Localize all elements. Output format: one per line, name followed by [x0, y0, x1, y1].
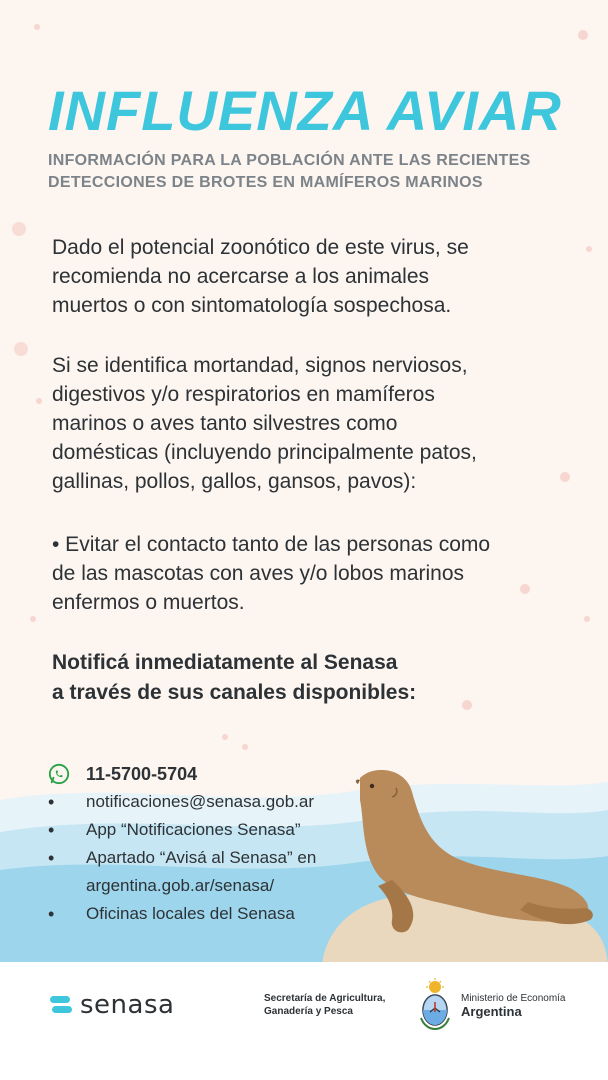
text-line: Si se identifica mortandad, signos nerviosos, [52, 354, 468, 377]
app-channel: App “Notificaciones Senasa” [86, 820, 301, 839]
list-item [48, 788, 388, 816]
phone-number[interactable]: 11-5700-5704 [86, 764, 198, 784]
text-line: enfermos o muertos. [52, 591, 245, 614]
text-line: Ganadería y Pesca [264, 1006, 353, 1017]
avoid-contact-paragraph [52, 530, 572, 617]
text-line: a través de sus canales disponibles: [52, 681, 417, 704]
text-line: de las mascotas con aves y/o lobos marinos [52, 562, 465, 585]
phone-channel[interactable] [48, 760, 388, 788]
list-item [48, 816, 388, 844]
page-subtitle [48, 150, 588, 194]
subtitle-line: INFORMACIÓN PARA LA POBLACIÓN ANTE LAS RECIENTES [48, 152, 531, 169]
intro-paragraph [52, 233, 572, 320]
text-line: Notificá inmediatamente al Senasa [52, 651, 398, 674]
text-line: digestivos y/o respiratorios en mamíferos [52, 383, 435, 406]
offices-channel: Oficinas locales del Senasa [86, 904, 295, 923]
text-line: muertos o con sintomatología sospechosa. [52, 294, 452, 317]
bullet: • [48, 904, 55, 924]
website-link[interactable]: argentina.gob.ar/senasa/ [86, 876, 275, 895]
decor-dot [578, 30, 588, 40]
footer [0, 962, 608, 1080]
notify-heading [52, 648, 572, 708]
country-name: Argentina [461, 1004, 522, 1019]
decor-dot [36, 398, 42, 404]
text-line: Apartado “Avisá al Senasa” en [86, 848, 317, 867]
text-line: recomienda no acercarse a los animales [52, 265, 430, 288]
decor-dot [242, 744, 248, 750]
bullet: • [48, 820, 55, 840]
apartado-channel [86, 844, 316, 900]
subtitle-line: DETECCIONES DE BROTES EN MAMÍFEROS MARINOS [48, 174, 483, 191]
bullet: • [48, 848, 55, 868]
list-item [48, 844, 388, 900]
bullet: • [48, 792, 55, 812]
national-shield-icon [418, 978, 452, 1030]
email-link[interactable]: notificaciones@senasa.gob.ar [86, 792, 315, 811]
decor-dot [12, 222, 26, 236]
whatsapp-icon [48, 763, 70, 785]
text-line: Dado el potencial zoonótico de este virus, se [52, 236, 469, 259]
senasa-logo [50, 990, 174, 1020]
page-title: INFLUENZA AVIAR [48, 79, 562, 142]
ministerio-label [461, 992, 601, 1018]
text-line: domésticas (incluyendo principalmente patos, [52, 441, 477, 464]
list-item [48, 900, 388, 928]
decor-dot [14, 342, 28, 356]
text-line: • Evitar el contacto tanto de las personas como [52, 533, 491, 556]
text-line: gallinas, pollos, gallos, gansos, pavos): [52, 470, 417, 493]
decor-dot [30, 616, 36, 622]
senasa-wordmark: senasa [80, 990, 175, 1020]
notification-channels [48, 760, 388, 928]
text-line: marinos o aves tanto silvestres como [52, 412, 398, 435]
secretaria-label [264, 992, 404, 1018]
text-line: Secretaría de Agricultura, [264, 993, 386, 1004]
decor-dot [222, 734, 228, 740]
symptoms-paragraph [52, 351, 572, 496]
senasa-logo-icon [50, 995, 72, 1015]
decor-dot [586, 246, 592, 252]
decor-dot [34, 24, 40, 30]
text-line: Ministerio de Economía [461, 993, 566, 1004]
decor-dot [584, 616, 590, 622]
